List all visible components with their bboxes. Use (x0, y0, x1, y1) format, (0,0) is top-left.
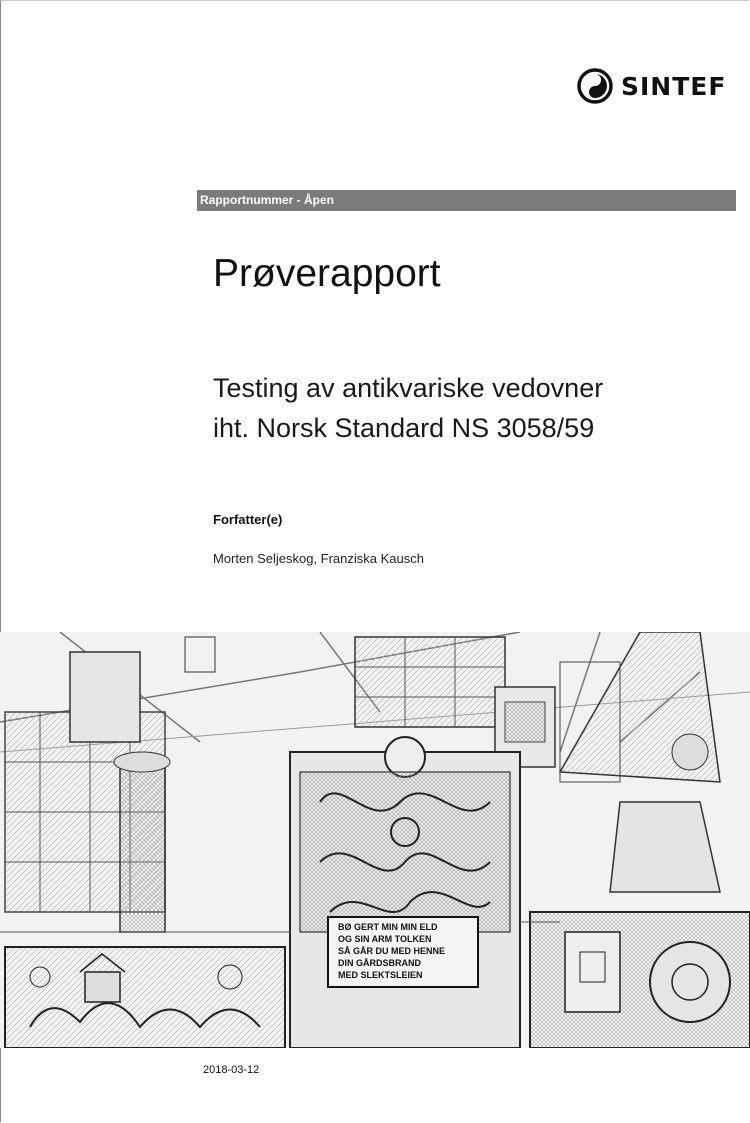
cover-photo (0, 632, 750, 1048)
sintef-logo-icon (577, 68, 613, 104)
authors-label: Forfatter(e) (213, 512, 283, 527)
plaque-line: OG SIN ARM TOLKEN (338, 934, 432, 944)
plaque-line: DIN GÅRDSBRAND (338, 958, 421, 968)
logo-text: SINTEF (621, 71, 727, 101)
plaque-line: BØ GERT MIN MIN ELD (338, 922, 438, 932)
plaque-line: SÅ GÅR DU MED HENNE (338, 946, 446, 956)
report-number-bar: Rapportnummer - Åpen (197, 190, 736, 211)
report-subtitle (213, 368, 603, 448)
authors-names: Morten Seljeskog, Franziska Kausch (213, 551, 424, 566)
plaque-line: MED SLEKTSLEIEN (338, 970, 423, 980)
report-title: Prøverapport (213, 252, 441, 295)
report-date: 2018-03-12 (203, 1064, 260, 1076)
subtitle-line-2: iht. Norsk Standard NS 3058/59 (213, 413, 595, 443)
subtitle-line-1: Testing av antikvariske vedovner (213, 373, 604, 403)
sintef-logo (577, 66, 726, 106)
antique-stoves-sketch (0, 632, 750, 1048)
